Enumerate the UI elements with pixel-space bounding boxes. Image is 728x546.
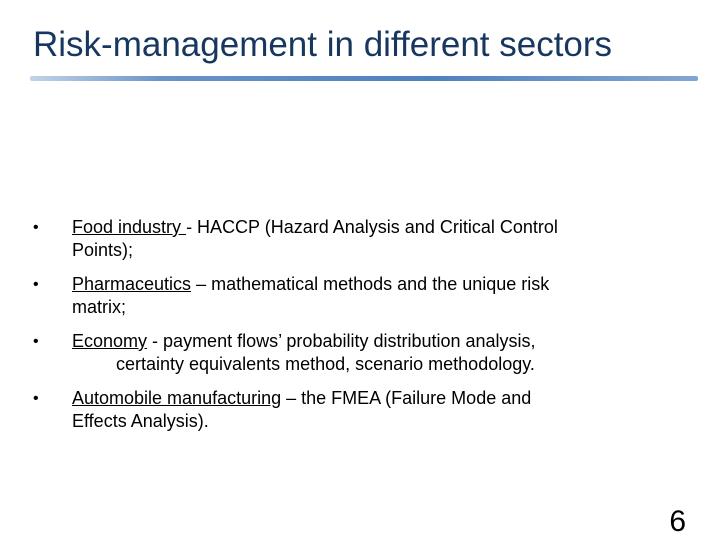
bullet-term: Food industry (72, 217, 187, 237)
bullet-text-continued: Points); (72, 240, 134, 260)
bullet-text: – the FMEA (Failure Mode and (281, 388, 532, 408)
bullet-text: - payment flows’ probability distribution analysis, (147, 331, 536, 351)
title-underline (30, 76, 698, 81)
bullet-dot: • (33, 390, 39, 407)
bullet-term: Automobile manufacturing (72, 388, 282, 408)
bullet-text-continued: Effects Analysis). (72, 411, 209, 431)
slide-title: Risk-management in different sectors (33, 25, 613, 64)
bullet-item-economy (30, 330, 700, 376)
bullet-dot: • (33, 276, 39, 293)
bullet-text-continued: certainty equivalents method, scenario methodology. (116, 354, 535, 374)
bullet-dot: • (33, 219, 39, 236)
bullet-list (30, 216, 700, 444)
bullet-text: - HACCP (Hazard Analysis and Critical Control (186, 217, 558, 237)
bullet-term: Economy (72, 331, 148, 351)
bullet-item-food-industry (30, 216, 700, 262)
bullet-text: – mathematical methods and the unique risk (191, 274, 550, 294)
bullet-item-pharmaceutics (30, 273, 700, 319)
bullet-term: Pharmaceutics (72, 274, 192, 294)
bullet-text-continued: matrix; (72, 297, 126, 317)
bullet-dot: • (33, 333, 39, 350)
page-number: 6 (669, 505, 686, 538)
bullet-item-automobile-manufacturing (30, 387, 700, 433)
